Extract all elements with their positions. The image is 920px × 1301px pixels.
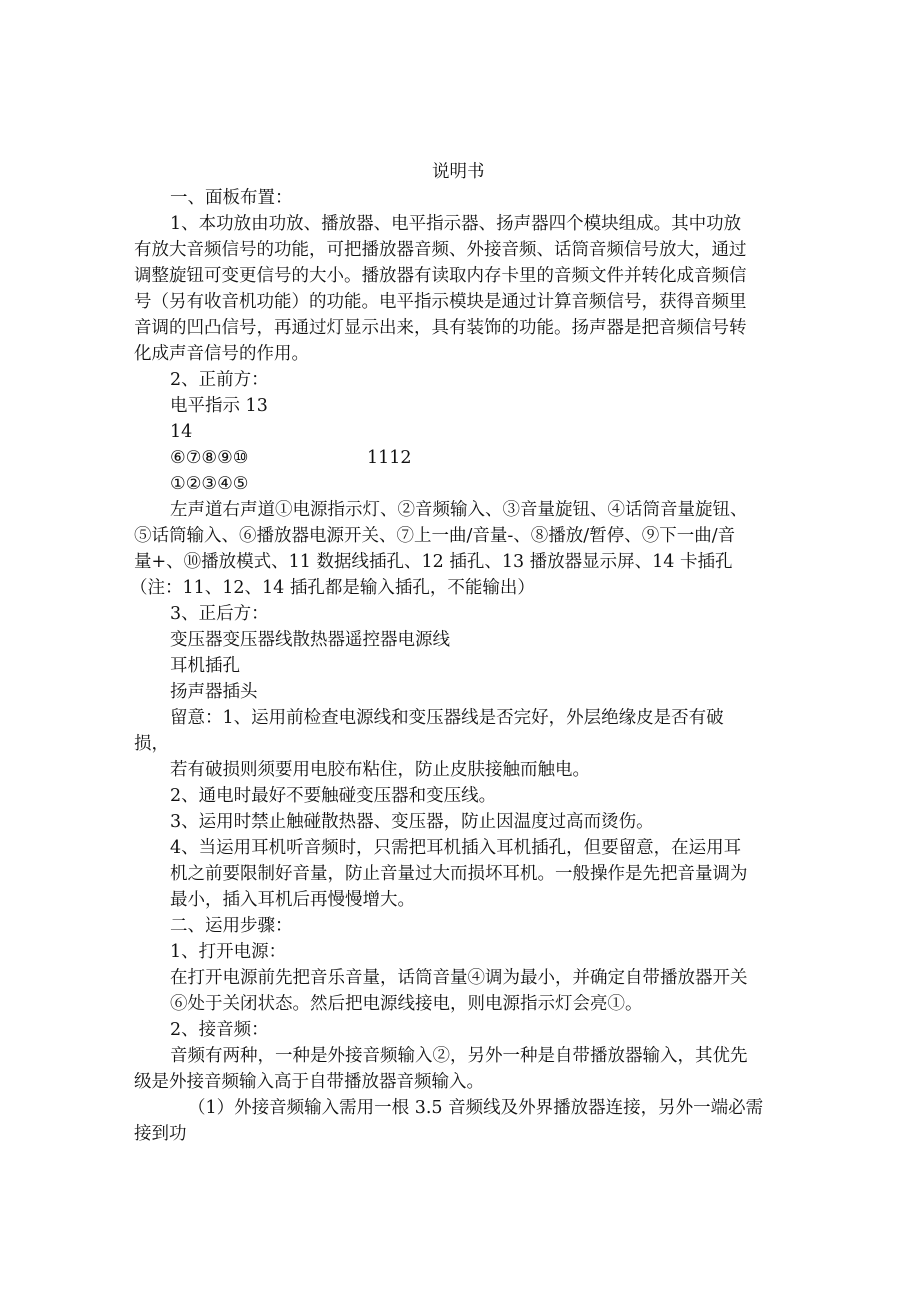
paragraph-line: 4、当运用耳机听音频时，只需把耳机插入耳机插孔，但要留意，在运用耳	[170, 838, 742, 858]
paragraph-line: 扬声器插头	[170, 682, 258, 702]
paragraph-line: 变压器变压器线散热器遥控器电源线	[170, 630, 450, 650]
paragraph-line: 3、运用时禁止触碰散热器、变压器，防止因温度过高而烫伤。	[170, 812, 654, 832]
paragraph-line: 有放大音频信号的功能，可把播放器音频、外接音频、话筒音频信号放大，通过	[134, 240, 747, 260]
paragraph-line: 调整旋钮可变更信号的大小。播放器有读取内存卡里的音频文件并转化成音频信	[134, 266, 747, 286]
paragraph-line: 级是外接音频输入高于自带播放器音频输入。	[134, 1072, 484, 1092]
paragraph-line: 量+、⑩播放模式、11 数据线插孔、12 插孔、13 播放器显示屏、14 卡插孔	[134, 552, 733, 572]
paragraph-line: 音频有两种，一种是外接音频输入②，另外一种是自带播放器输入，其优先	[170, 1046, 748, 1066]
section-heading: 2、正前方：	[170, 370, 269, 390]
paragraph-line: 机之前要限制好音量，防止音量过大而损坏耳机。一般操作是先把音量调为	[170, 864, 748, 884]
paragraph-line: 若有破损则须要用电胶布粘住，防止皮肤接触而触电。	[170, 760, 590, 780]
section-heading: 一、面板布置：	[170, 188, 293, 208]
page-title: 说明书	[432, 162, 485, 182]
paragraph-line: 1、本功放由功放、播放器、电平指示器、扬声器四个模块组成。其中功放	[170, 214, 742, 234]
paragraph-line: ⑥处于关闭状态。然后把电源线接电，则电源指示灯会亮①。	[170, 994, 643, 1014]
paragraph-line: 在打开电源前先把音乐音量，话筒音量④调为最小，并确定自带播放器开关	[170, 968, 748, 988]
paragraph-line: 14	[170, 422, 193, 442]
paragraph-line: （注：11、12、14 插孔都是输入插孔，不能输出）	[130, 578, 535, 598]
section-heading: 2、接音频：	[170, 1020, 269, 1040]
paragraph-line: 损，	[134, 734, 169, 754]
paragraph-line: 留意：1、运用前检查电源线和变压器线是否完好，外层绝缘皮是否有破	[170, 708, 724, 728]
paragraph-line: 号（另有收音机功能）的功能。电平指示模块是通过计算音频信号，获得音频里	[134, 292, 747, 312]
paragraph-line: ①②③④⑤	[170, 474, 249, 494]
paragraph-line: 化成声音信号的作用。	[134, 344, 309, 364]
paragraph-line: 左声道右声道①电源指示灯、②音频输入、③音量旋钮、④话筒音量旋钮、	[170, 500, 748, 520]
section-heading: 3、正后方：	[170, 604, 269, 624]
paragraph-line: （1）外接音频输入需用一根 3.5 音频线及外界播放器连接，另外一端必需	[188, 1098, 764, 1118]
paragraph-line: 电平指示 13	[170, 396, 268, 416]
paragraph-line: 2、通电时最好不要触碰变压器和变压线。	[170, 786, 497, 806]
paragraph-line: 1112	[367, 448, 412, 468]
paragraph-line: 音调的凹凸信号，再通过灯显示出来，具有装饰的功能。扬声器是把音频信号转	[134, 318, 747, 338]
paragraph-line: 耳机插孔	[170, 656, 240, 676]
section-heading: 1、打开电源：	[170, 942, 287, 962]
paragraph-line: ⑥⑦⑧⑨⑩	[170, 448, 249, 468]
paragraph-line: 最小，插入耳机后再慢慢增大。	[170, 890, 415, 910]
paragraph-line: 接到功	[134, 1124, 187, 1144]
paragraph-line: ⑤话筒输入、⑥播放器电源开关、⑦上一曲/音量-、⑧播放/暂停、⑨下一曲/音	[134, 526, 736, 546]
section-heading: 二、运用步骤：	[170, 916, 293, 936]
